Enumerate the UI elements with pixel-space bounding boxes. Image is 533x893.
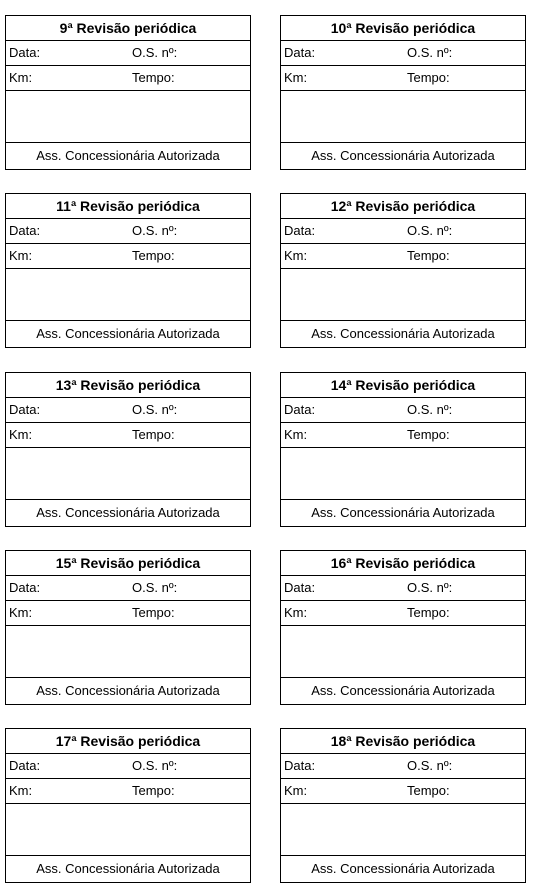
revision-card-9 bbox=[5, 15, 251, 170]
revision-title: 10ª Revisão periódica bbox=[281, 16, 525, 41]
km-label: Km: bbox=[9, 427, 33, 442]
revision-card-16 bbox=[280, 550, 526, 705]
stamp-area bbox=[6, 626, 250, 678]
date-label: Data: bbox=[284, 580, 316, 595]
km-label: Km: bbox=[284, 248, 308, 263]
date-os-row bbox=[6, 398, 250, 423]
os-number-label: O.S. nº: bbox=[132, 580, 178, 595]
revision-card-15 bbox=[5, 550, 251, 705]
date-label: Data: bbox=[9, 402, 41, 417]
signature-label: Ass. Concessionária Autorizada bbox=[36, 148, 220, 163]
signature-label: Ass. Concessionária Autorizada bbox=[36, 683, 220, 698]
os-number-label: O.S. nº: bbox=[132, 402, 178, 417]
signature-label: Ass. Concessionária Autorizada bbox=[311, 861, 495, 876]
revision-card-17 bbox=[5, 728, 251, 883]
time-label: Tempo: bbox=[407, 605, 450, 620]
km-time-row bbox=[6, 779, 250, 804]
date-os-row bbox=[281, 576, 525, 601]
km-time-row bbox=[281, 66, 525, 91]
time-label: Tempo: bbox=[132, 605, 175, 620]
os-number-label: O.S. nº: bbox=[132, 45, 178, 60]
signature-label: Ass. Concessionária Autorizada bbox=[36, 861, 220, 876]
date-os-row bbox=[6, 41, 250, 66]
revision-card-11 bbox=[5, 193, 251, 348]
revision-title: 15ª Revisão periódica bbox=[6, 551, 250, 576]
stamp-area bbox=[6, 448, 250, 500]
km-label: Km: bbox=[9, 70, 33, 85]
date-label: Data: bbox=[284, 402, 316, 417]
time-label: Tempo: bbox=[407, 70, 450, 85]
signature-label: Ass. Concessionária Autorizada bbox=[311, 326, 495, 341]
signature-label: Ass. Concessionária Autorizada bbox=[36, 326, 220, 341]
date-label: Data: bbox=[284, 45, 316, 60]
revision-title: 13ª Revisão periódica bbox=[6, 373, 250, 398]
km-label: Km: bbox=[284, 783, 308, 798]
os-number-label: O.S. nº: bbox=[407, 45, 453, 60]
stamp-area bbox=[281, 91, 525, 143]
km-time-row bbox=[281, 423, 525, 448]
stamp-area bbox=[6, 804, 250, 856]
revision-title: 16ª Revisão periódica bbox=[281, 551, 525, 576]
date-os-row bbox=[6, 576, 250, 601]
revision-card-10 bbox=[280, 15, 526, 170]
stamp-area bbox=[281, 626, 525, 678]
time-label: Tempo: bbox=[132, 783, 175, 798]
km-label: Km: bbox=[9, 783, 33, 798]
time-label: Tempo: bbox=[407, 783, 450, 798]
stamp-area bbox=[6, 91, 250, 143]
signature-label: Ass. Concessionária Autorizada bbox=[36, 505, 220, 520]
date-label: Data: bbox=[9, 580, 41, 595]
time-label: Tempo: bbox=[407, 427, 450, 442]
revision-title: 17ª Revisão periódica bbox=[6, 729, 250, 754]
km-time-row bbox=[6, 244, 250, 269]
revision-title: 14ª Revisão periódica bbox=[281, 373, 525, 398]
signature-label: Ass. Concessionária Autorizada bbox=[311, 505, 495, 520]
date-os-row bbox=[6, 219, 250, 244]
date-label: Data: bbox=[9, 223, 41, 238]
km-label: Km: bbox=[284, 70, 308, 85]
signature-label: Ass. Concessionária Autorizada bbox=[311, 148, 495, 163]
km-label: Km: bbox=[284, 605, 308, 620]
stamp-area bbox=[281, 269, 525, 321]
revision-title: 11ª Revisão periódica bbox=[6, 194, 250, 219]
os-number-label: O.S. nº: bbox=[407, 758, 453, 773]
date-os-row bbox=[281, 754, 525, 779]
date-label: Data: bbox=[284, 223, 316, 238]
km-time-row bbox=[6, 601, 250, 626]
time-label: Tempo: bbox=[132, 70, 175, 85]
revision-card-12 bbox=[280, 193, 526, 348]
revision-card-18 bbox=[280, 728, 526, 883]
km-label: Km: bbox=[284, 427, 308, 442]
km-label: Km: bbox=[9, 605, 33, 620]
date-os-row bbox=[281, 219, 525, 244]
date-os-row bbox=[281, 41, 525, 66]
stamp-area bbox=[281, 448, 525, 500]
date-label: Data: bbox=[9, 45, 41, 60]
date-label: Data: bbox=[9, 758, 41, 773]
km-time-row bbox=[281, 779, 525, 804]
km-time-row bbox=[6, 66, 250, 91]
km-time-row bbox=[281, 244, 525, 269]
km-time-row bbox=[6, 423, 250, 448]
os-number-label: O.S. nº: bbox=[132, 223, 178, 238]
revision-title: 9ª Revisão periódica bbox=[6, 16, 250, 41]
date-os-row bbox=[281, 398, 525, 423]
os-number-label: O.S. nº: bbox=[407, 223, 453, 238]
time-label: Tempo: bbox=[132, 248, 175, 263]
revision-card-14 bbox=[280, 372, 526, 527]
km-time-row bbox=[281, 601, 525, 626]
date-os-row bbox=[6, 754, 250, 779]
os-number-label: O.S. nº: bbox=[407, 402, 453, 417]
time-label: Tempo: bbox=[407, 248, 450, 263]
stamp-area bbox=[6, 269, 250, 321]
revision-title: 12ª Revisão periódica bbox=[281, 194, 525, 219]
time-label: Tempo: bbox=[132, 427, 175, 442]
signature-label: Ass. Concessionária Autorizada bbox=[311, 683, 495, 698]
revision-card-13 bbox=[5, 372, 251, 527]
date-label: Data: bbox=[284, 758, 316, 773]
revision-title: 18ª Revisão periódica bbox=[281, 729, 525, 754]
stamp-area bbox=[281, 804, 525, 856]
os-number-label: O.S. nº: bbox=[407, 580, 453, 595]
km-label: Km: bbox=[9, 248, 33, 263]
os-number-label: O.S. nº: bbox=[132, 758, 178, 773]
